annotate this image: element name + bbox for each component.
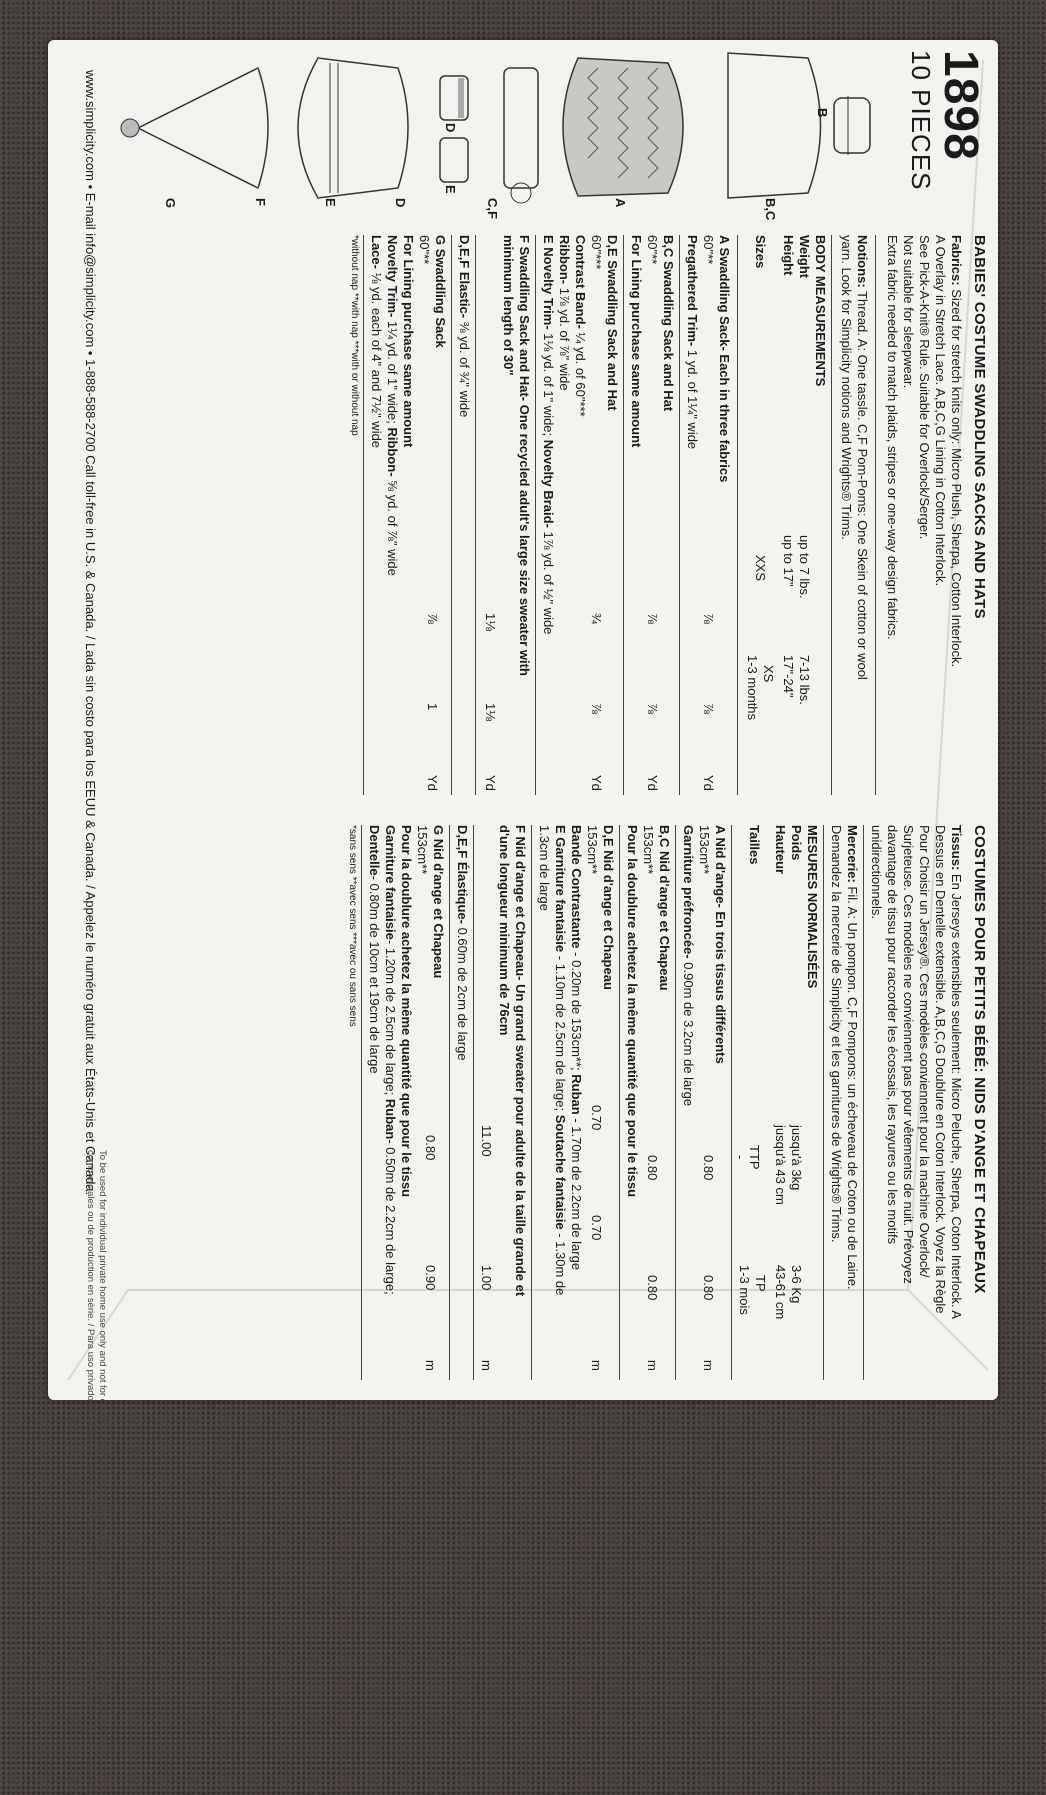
view-g-qty-xs: 1	[425, 703, 440, 711]
view-g-fabric: G Swaddling Sack	[433, 235, 448, 348]
height-xxs: up to 17"	[781, 535, 796, 587]
fabrics-text: Fabrics: Sized for stretch knits only: Micro Plush, Sherpa, Cotton Interlock.	[949, 235, 964, 668]
fr-view-bc-qty-ttp: 0.80	[645, 1155, 660, 1181]
fr-view-f-fabric: F Nid d'ange et Chapeau- Un grand sweater pour adulte de la taille grande et	[513, 825, 528, 1297]
poids-tp: 3-6 Kg	[789, 1265, 804, 1304]
fr-view-g-fabric: G Nid d'ange et Chapeau	[431, 825, 446, 979]
view-de-qty-xs: ⅞	[589, 703, 604, 714]
french-footnote: *sans sens **avec sens ***avec ou sans sens	[347, 825, 358, 1027]
weight-xs: 7-13 lbs.	[797, 655, 812, 705]
view-label-a: A	[613, 198, 628, 208]
view-bc-width: 60"**	[645, 235, 660, 265]
view-label-g: G	[163, 198, 178, 209]
view-f-fabric: F Swaddling Sack and Hat- One recycled adult's large size sweater with	[517, 235, 532, 676]
divider	[823, 825, 824, 1380]
fr-view-f-qty-ttp: 11.00	[479, 1125, 494, 1157]
legal-line-1: To be used for individual private home use only and not for commercial or manufacturing purposes. / A usage privé seulement et non à des fins	[97, 1150, 108, 1750]
fr-garniture-e-3: 1.3cm de large	[537, 825, 552, 911]
fr-view-g-width: 153cm**	[415, 825, 430, 875]
divider	[363, 235, 364, 795]
fabrics-text-3: See Pick-A-Knit® Rule. Suitable for Overlock/Serger.	[917, 235, 932, 540]
fr-view-g-qty-ttp: 0.80	[423, 1135, 438, 1161]
english-footnote: *without nap **with nap ***with or without nap	[349, 235, 360, 436]
pattern-number: 1898	[934, 50, 987, 161]
view-a-fabric: A Swaddling Sack- Each in three fabrics	[717, 235, 732, 483]
fr-dentelle: Dentelle- 0.80m de 10cm et 19cm de large	[367, 825, 382, 1074]
contrast-band: Contrast Band- ¼ yd. of 60"***	[573, 235, 588, 417]
view-illustrations	[118, 48, 878, 228]
divider	[623, 235, 624, 795]
fr-view-de-fabric: D,E Nid d'ange et Chapeau	[601, 825, 616, 990]
divider	[531, 825, 532, 1380]
taille-tp-mois: 1-3 mois	[737, 1265, 752, 1315]
poids-ttp: jusqu'à 3kg	[789, 1125, 804, 1191]
g-lace: Lace- ⅛ yd. each of 4" and 7½" wide	[369, 235, 384, 449]
fr-view-a-width: 153cm**	[697, 825, 712, 875]
unit-yd: Yd	[645, 775, 660, 791]
fr-view-a-fabric: A Nid d'ange- En trois tissus différents	[713, 825, 728, 1064]
weight-label: Weight	[797, 235, 812, 279]
contact-line: www.simplicity.com • E-mail info@simplicity.com • 1-888-588-2700 Call toll-free in U.S. & Canada. / Lada sin costo para los EEUU & Canada. / Appelez le numéro gratuit aux États-Unis et Canada.	[83, 70, 98, 1196]
french-column	[228, 825, 988, 1380]
g-novelty-trim: Novelty Trim- 1¼ yd. of 1" wide; Ribbon- ⅝ yd. of ⅞" wide	[385, 235, 400, 576]
rotated-content	[48, 40, 998, 1795]
hauteur-ttp: jusqu'à 43 cm	[773, 1125, 788, 1205]
fr-view-g-qty-tp: 0.90	[423, 1265, 438, 1291]
fr-view-f-fabric-2: d'une longueur minimum de 76cm	[497, 825, 512, 1036]
height-label: Height	[781, 235, 796, 276]
divider	[863, 825, 864, 1380]
hauteur-tp: 43-61 cm	[773, 1265, 788, 1320]
view-f-fabric-2: minimum length of 30"	[501, 235, 516, 376]
divider	[831, 235, 832, 795]
fr-view-de-width: 153cm**	[585, 825, 600, 875]
hauteur-label: Hauteur	[773, 825, 788, 875]
unit-m: m	[479, 1360, 494, 1371]
fr-garniture: Garniture préfroncée- 0.90m de 3.2cm de large	[681, 825, 696, 1107]
unit-yd: Yd	[425, 775, 440, 791]
view-g-width: 60"**	[417, 235, 432, 265]
fabrics-text-4: Not suitable for sleepwear.	[901, 235, 916, 389]
view-f-qty-xxs: 1⅛	[483, 613, 498, 632]
fr-g-doublure: Pour la doublure achetez la même quantité que pour le tissu	[399, 825, 414, 1198]
fr-doublure-note: Pour la doublure achetez la même quantité que pour le tissu	[625, 825, 640, 1198]
legal-line-2: commerciales ou de production en série. / Para uso privado solamente, no se puede utilizar con propósitos de comercialización o de producción en serie.	[85, 1150, 96, 1795]
sizes-label: Sizes	[753, 235, 768, 269]
view-fg-drawing	[121, 68, 268, 188]
fr-view-a-qty-tp: 0.80	[701, 1275, 716, 1301]
view-label-f: F	[253, 198, 268, 206]
unit-yd: Yd	[701, 775, 716, 791]
divider	[475, 235, 476, 795]
fr-g-garniture: Garniture fantaisie- 1.20m de 2.5cm de large; Ruban- 0.50m de 2.2cm de large;	[383, 825, 398, 1295]
tissus-text-2: Dessus en Dentelle extensible. A,B,C,G Doublure en Coton Interlock. Voyez la Règle	[933, 825, 948, 1314]
notions-text-2: yarn. Look for Simplicity notions and Wrights® Trims.	[839, 235, 854, 540]
divider	[875, 235, 876, 795]
notions-text: Notions: Thread. A: One tassle. C,F Pom-Poms: One Skein of cotton or wool	[855, 235, 870, 680]
tissus-text: Tissus: En Jerseys extensibles seulement: Micro Peluche, Sherpa, Coton Interlock. A	[949, 825, 964, 1320]
ribbon: Ribbon- 1⅞ yd. of ⅞" wide	[557, 235, 572, 391]
view-cf-drawing	[504, 68, 538, 203]
divider	[473, 825, 474, 1380]
view-label-d: D	[443, 123, 458, 133]
unit-m: m	[645, 1360, 660, 1371]
fr-view-bc-qty-tp: 0.80	[645, 1275, 660, 1301]
divider	[361, 825, 362, 1380]
english-column	[228, 235, 988, 795]
fabrics-text-2: A Overlay in Stretch Lace. A,B,C,G Lining in Cotton Interlock.	[933, 235, 948, 587]
view-a-qty-xxs: ⅞	[701, 613, 716, 624]
divider	[535, 235, 536, 795]
size-xs-months: 1-3 months	[745, 655, 760, 721]
view-bc-fabric: B,C Swaddling Sack and Hat	[661, 235, 676, 412]
view-bc-qty-xs: ⅞	[645, 703, 660, 714]
weight-xxs: up to 7 lbs.	[797, 535, 812, 599]
unit-m: m	[701, 1360, 716, 1371]
view-label-e: E	[443, 185, 458, 194]
divider	[451, 235, 452, 795]
view-bc-drawing	[728, 53, 821, 198]
fr-view-a-qty-ttp: 0.80	[701, 1155, 716, 1181]
height-xs: 17"-24"	[781, 655, 796, 698]
taille-ttp-dash: -	[733, 1155, 748, 1160]
fr-bande: Bande Contrastante - 0.20m de 153cm**; Ruban - 1.70m de 2.2cm de large	[569, 825, 584, 1271]
unit-yd: Yd	[483, 775, 498, 791]
fr-view-bc-width: 153cm**	[641, 825, 656, 875]
view-label-cf: C,F	[485, 198, 500, 219]
fr-view-bc-fabric: B,C Nid d'ange et Chapeau	[657, 825, 672, 991]
tissus-text-4: Surjeteuse. Ces modèles ne conviennent pas pour vêtements de nuit. Prévoyez	[901, 825, 916, 1284]
view-a-qty-xs: ⅞	[701, 703, 716, 714]
tissus-text-3: Pour Choisir un Jersey®. Ces modèles conviennent pour la machine Overlock/	[917, 825, 932, 1278]
fr-def-elastique: D,E,F Élastique- 0.60m de 2cm de large	[455, 825, 470, 1061]
divider	[675, 825, 676, 1380]
fr-view-de-qty-ttp: 0.70	[589, 1105, 604, 1131]
lining-note: For Lining purchase same amount	[629, 235, 644, 448]
pattern-envelope-back	[48, 40, 998, 1795]
view-bc-qty-xxs: ⅞	[645, 613, 660, 624]
view-de-qty-xxs: ¾	[589, 613, 604, 624]
fr-garniture-e: E Garniture fantaisie - 1.10m de 2.5cm de large; Soutache fantaisie - 1.30m de	[553, 825, 568, 1296]
unit-m: m	[589, 1360, 604, 1371]
english-title: BABIES' COSTUME SWADDLING SACKS AND HATS	[971, 235, 988, 619]
def-elastic: D,E,F Elastic- ⅜ yd. of ¾" wide	[457, 235, 472, 418]
piece-count: 10 PIECES	[906, 50, 936, 191]
g-lining-note: For Lining purchase same amount	[401, 235, 416, 448]
unit-yd: Yd	[589, 775, 604, 791]
view-a-width: 60"**	[701, 235, 716, 265]
view-f-qty-xs: 1⅛	[483, 703, 498, 722]
mesures-heading: MESURES NORMALISÉES	[805, 825, 820, 989]
mercerie-text: Mercerie: Fil. A: Un pompon. C,F Pompons: un écheveau de Coton ou de Laine.	[845, 825, 860, 1290]
taille-tp: TP	[753, 1275, 768, 1292]
view-label-b: B	[815, 108, 830, 118]
tailles-label: Tailles	[747, 825, 762, 865]
unit-m: m	[423, 1360, 438, 1371]
view-label-e2: E	[323, 198, 338, 207]
poids-label: Poids	[789, 825, 804, 861]
mercerie-text-2: Demandez la mercerie de Simplicity et les garnitures de Wrights® Trims.	[829, 825, 844, 1243]
view-label-bc: B,C	[763, 198, 778, 221]
size-xxs: XXS	[753, 555, 768, 582]
fr-view-f-qty-tp: 1.00	[479, 1265, 494, 1291]
legal-notice	[84, 1150, 108, 1795]
view-de-width: 60"***	[589, 235, 604, 270]
tissus-text-5: davantage de tissu pour raccorder les écossais, les rayures ou les motifs	[885, 825, 900, 1245]
divider	[449, 825, 450, 1380]
tissus-text-6: unidirectionnels.	[869, 825, 884, 919]
view-label-d2: D	[393, 198, 408, 208]
divider	[731, 825, 732, 1380]
divider	[679, 235, 680, 795]
french-title: COSTUMES POUR PETITS BÉBÉ: NIDS D'ANGE ET CHAPEAUX	[971, 825, 988, 1294]
view-g-qty-xxs: ⅞	[425, 613, 440, 624]
body-measurements-heading: BODY MEASUREMENTS	[813, 235, 828, 387]
size-xs: XS	[761, 665, 776, 683]
taille-ttp: TTP	[747, 1145, 762, 1170]
divider	[619, 825, 620, 1380]
view-b-drawing	[834, 96, 870, 155]
divider	[737, 235, 738, 795]
fr-view-de-qty-tp: 0.70	[589, 1215, 604, 1241]
view-de-fabric: D,E Swaddling Sack and Hat	[605, 235, 620, 411]
view-a-drawing	[563, 58, 683, 196]
fabrics-text-5: Extra fabric needed to match plaids, stripes or one-way design fabrics.	[885, 235, 900, 640]
pregathered-trim: Pregathered Trim- 1 yd. of 1¼" wide	[685, 235, 700, 450]
novelty-trim: E Novelty Trim- 1⅛ yd. of 1" wide; Novelty Braid- 1⅞ yd. of ½" wide	[541, 235, 556, 635]
